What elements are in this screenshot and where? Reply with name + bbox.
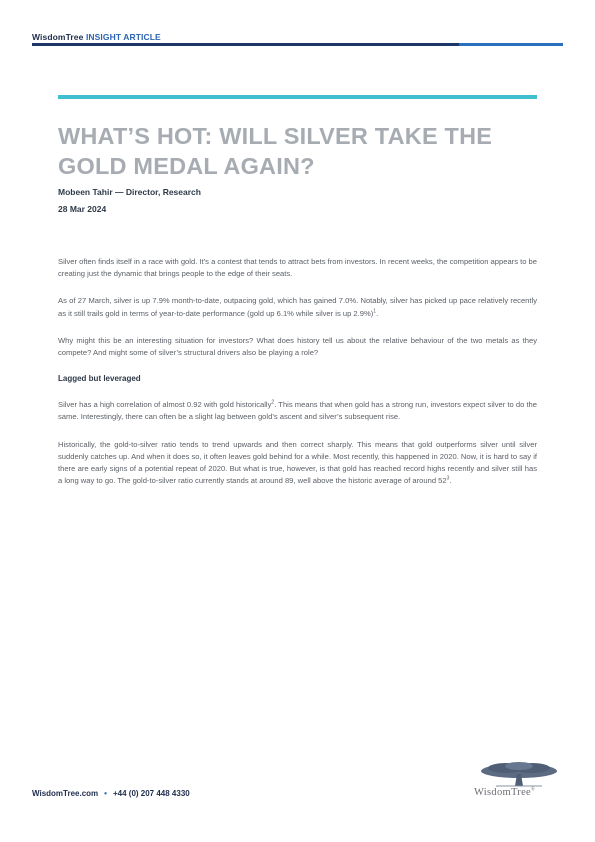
article-author: Mobeen Tahir — Director, Research [58, 187, 201, 197]
footnote-ref-2[interactable]: 2 [271, 399, 275, 406]
paragraph-2-text: As of 27 March, silver is up 7.9% month-to-date, outpacing gold, which has gained 7.0%. Notably, silver has picked up pace relatively recently as it still trails gold in terms of year-to-date performance (gold up 6.1% while silver is up 2.9%) [58, 296, 537, 318]
article-body [58, 256, 537, 502]
logo-registered-mark: ® [531, 787, 536, 793]
paragraph-4-text-a: Silver has a high correlation of almost 0.92 with gold historically [58, 400, 272, 410]
footnote-ref-3[interactable]: 3 [446, 475, 450, 482]
paragraph-5 [58, 439, 537, 488]
paragraph-3: Why might this be an interesting situation for investors? What does history tell us about the relative behaviour of the two metals as they compete? And might some of silver’s structural drivers also be playing a role? [58, 335, 537, 358]
accent-bar [58, 95, 537, 99]
header-rule [32, 43, 563, 46]
footer-bullet: • [104, 789, 107, 798]
paragraph-2-end: . [376, 308, 379, 318]
header-rule-dark [32, 43, 459, 46]
footer [32, 789, 190, 798]
paragraph-1: Silver often finds itself in a race with gold. It’s a contest that tends to attract bets from investors. In recent weeks, the competition appears to be creating just the dynamic that brings people to the edge of their seats. [58, 257, 537, 279]
document-header [32, 32, 161, 42]
article-title: WHAT’S HOT: WILL SILVER TAKE THE GOLD MEDAL AGAIN? [58, 123, 493, 179]
section-heading: Lagged but leveraged [58, 374, 141, 384]
logo-wordmark [474, 787, 535, 798]
paragraph-2 [58, 295, 537, 319]
footer-phone: +44 (0) 207 448 4330 [112, 789, 190, 798]
logo-text: WisdomTree [474, 787, 532, 798]
header-kind: INSIGHT ARTICLE [85, 32, 161, 42]
paragraph-5-end: . [449, 476, 452, 486]
article-date: 28 Mar 2024 [58, 204, 107, 214]
header-rule-light [459, 43, 563, 46]
footnote-ref-1[interactable]: 1 [373, 308, 377, 315]
paragraph-5-text: Historically, the gold-to-silver ratio tends to trend upwards and then correct sharply. This means that gold outperforms silver until silver suddenly catches up. And when it does so, it often leaves gold behind for a while. Most recently, this happened in 2020. Now, it is hard to say if there are early signs of a potential repeat of 2020. But what is true, however, is that gold has reached record highs recently and silver still has a long way to go. The gold-to-silver ratio currently stands at around 89, well above the historic average of around 52 [58, 439, 537, 486]
paragraph-4 [58, 399, 537, 423]
wisdomtree-logo [474, 762, 564, 802]
tree-icon [476, 762, 562, 788]
footer-site-link[interactable]: WisdomTree.com [32, 789, 99, 798]
header-brand: WisdomTree [32, 32, 84, 42]
paragraph-4-text-b: . This means that when gold has a strong run, investors expect silver to do the same. Interestingly, there can often be a slight lag between gold’s ascent and silver’s subsequent rise. [58, 400, 537, 422]
